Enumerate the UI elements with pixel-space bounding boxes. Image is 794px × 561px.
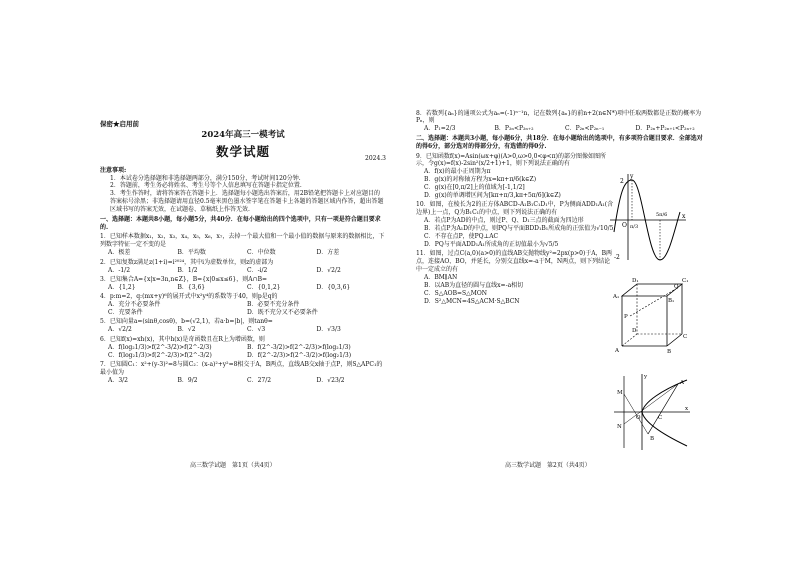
option-b: B．若点P为A₁D的中点，则PQ与平面BDD₁B₁所成角的正弦值为√10/5 xyxy=(424,225,614,233)
cube-top-face xyxy=(622,284,682,296)
option-d: D．PQ与平面ADD₁A₁所成角的正切值最小为√5/5 xyxy=(424,241,559,248)
label-c: C xyxy=(658,415,663,421)
option-a: A．充分不必要条件 xyxy=(108,301,161,309)
exam-date: 2024.3 xyxy=(365,154,386,162)
option-b: B．P₂ₙ<P₂ₙ₊₂ xyxy=(494,125,534,133)
footer-right: 高三数学试题 第2页（共4页） xyxy=(505,462,591,469)
label-vertex: C xyxy=(683,334,688,340)
question-5 xyxy=(100,318,386,334)
option-a: A．-1/2 xyxy=(108,266,131,274)
option-b: B．以AB为直径的圆与直线x=-a相切 xyxy=(424,282,524,290)
option-a: A．{1,2} xyxy=(108,283,136,291)
option-b: B．f(2^-3/2)>f(2^-2/3)>f(log₂1/3) xyxy=(247,343,351,351)
label-vertex: D₁ xyxy=(632,278,639,284)
label-b: B xyxy=(650,436,655,442)
notice-item: 3．考生作答时，请将答案答在答题卡上．选择题每小题选出答案后，用2B铅笔把答题卡上对应题目的答案标号涂黑；非选择题请用直径0.5毫米黑色墨水签字笔在答题卡上各题的答题区域内作答，超出答题区域书写的答案无效，在试题卷、草稿纸上作答无效. xyxy=(110,190,384,214)
question-stem: 3．已知集合A={x|x=3n,n∈Z}，B={x|0≤x≤6}，则A∩B= xyxy=(100,275,268,283)
option-d: D．S²△MCN=4S△ACM·S△BCN xyxy=(424,297,520,305)
label-vertex: A xyxy=(615,348,619,354)
question-8 xyxy=(416,110,706,134)
option-c: C．-i/2 xyxy=(247,266,268,274)
option-a: A．极差 xyxy=(108,249,131,257)
label-vertex: P xyxy=(624,314,628,320)
option-c: C．不存在点P，使PQ⊥AC xyxy=(424,233,499,241)
line-bn xyxy=(624,394,648,434)
option-a: A．P₁=2/3 xyxy=(424,125,456,133)
option-c: C．g(x)在[0,π/2]上的值域为[-1,1/2] xyxy=(424,184,525,192)
section-1-heading: 一、选择题：本题共8小题，每小题5分，共40分．在每小题给出的四个选项中，只有一项是符合题目要求的. xyxy=(100,216,381,231)
label-vertex: B₁ xyxy=(668,298,675,304)
question-7 xyxy=(100,361,386,385)
label-vertex: A₁ xyxy=(613,294,620,300)
label-x: x xyxy=(685,406,689,412)
question-2 xyxy=(100,259,386,275)
option-c: C．P₂ₙ<P₂ₙ₋₁ xyxy=(565,125,605,133)
figure-q11-parabola xyxy=(612,372,692,452)
option-b: B．平均数 xyxy=(177,249,206,257)
option-d: D．√23/2 xyxy=(316,376,345,384)
label-x: x xyxy=(682,213,686,220)
subject-title: 数学试题 xyxy=(215,144,270,160)
question-stem: 7．已知圆C₁：x²+(y-3)²=8与圆C₂：(x-a)²+y²=8相交于A，B两点，直线AB交x轴于点P，则S△APC₁的最小值为 xyxy=(100,360,383,376)
option-c: C．充要条件 xyxy=(108,309,143,317)
option-b: B．9/2 xyxy=(177,376,198,384)
label-y-neg: -2 xyxy=(614,254,620,261)
option-c: C．S△AOB=S△MON xyxy=(424,289,488,297)
question-stem: 5．已知向量a=(sinθ,cosθ)，b=(√2,1)，若a·b=|b|，则tanθ= xyxy=(100,318,273,326)
label-o: O xyxy=(636,415,641,421)
question-stem: 6．已知f(x)=xh(x)，其中h(x)是奇函数且在R上为增函数，则 xyxy=(100,335,265,343)
option-d: D．既不充分又不必要条件 xyxy=(247,309,318,317)
option-c: C．27/2 xyxy=(247,376,272,384)
notice-heading: 注意事项: xyxy=(100,166,127,174)
question-stem: 1．已知样本数据x₁，x₂，x₃，x₄，x₅，x₆，x₇，去掉一个最大值和一个最小值的数据与原来的数据相比，下列数字特征一定不变的是 xyxy=(100,233,385,249)
question-9 xyxy=(416,153,606,200)
left-page xyxy=(100,108,386,385)
exam-title: 2024年高三一模考试 xyxy=(201,130,285,140)
parabola-curve xyxy=(642,380,687,446)
option-a: A．f(log₂1/3)>f(2^-3/2)>f(2^-2/3) xyxy=(108,343,212,351)
option-a: A．若点P为AD的中点，则过P、Q、D₁三点的截面为四边形 xyxy=(424,217,584,225)
figure-q9-sine-graph xyxy=(608,172,688,262)
option-b: B．√2 xyxy=(177,326,196,334)
question-stem: 11．如图，过点C(a,0)(a>0)的直线AB交抛物线y²=2px(p>0)于A，B两点，连接AO、BO，并延长，分别交直线x=-a于M，N两点，则下列结论中一定成立的有 xyxy=(416,250,613,274)
option-c: C．中位数 xyxy=(247,249,276,257)
figure-q10-cube xyxy=(612,276,692,356)
label-vertex: B xyxy=(667,349,672,355)
notice-item: 1．本试卷分选择题和非选择题两部分，满分150分，考试时间120分钟. xyxy=(110,174,301,182)
option-d: D．方差 xyxy=(316,249,340,257)
question-3 xyxy=(100,276,386,292)
option-d: D．f(2^-2/3)>f(2^-3/2)>f(log₂1/3) xyxy=(247,351,352,359)
question-stem: 2．已知复数z满足z(1+i)=i²⁰²⁴，其中i为虚数单位，则z的虚部为 xyxy=(100,258,274,266)
option-b: B．1/2 xyxy=(177,266,198,274)
option-a: A．BM∥AN xyxy=(424,274,458,282)
question-11 xyxy=(416,250,616,305)
label-y: y xyxy=(630,173,634,180)
option-d: D．√2/2 xyxy=(316,266,341,274)
option-c: C．{0,1,2} xyxy=(247,283,281,291)
option-c: C．√3 xyxy=(247,326,266,334)
option-d: D．√3/3 xyxy=(316,326,341,334)
label-vertex: D xyxy=(632,328,637,334)
notice-item: 2．答题前，考生务必将姓名、考生号等个人信息填写在答题卡指定位置. xyxy=(110,182,302,190)
footer-left: 高三数学试题 第1页（共4页） xyxy=(190,462,276,469)
question-1 xyxy=(100,233,386,257)
label-x2: 5π/6 xyxy=(656,212,668,218)
cube-edge xyxy=(667,334,682,346)
option-a: A．f(x)的最小正周期为π xyxy=(424,168,491,176)
option-a: A．3/2 xyxy=(108,376,128,384)
question-stem: 9．已知函数f(x)=Asin(ωx+φ)(A>0,ω>0,0<φ<π)的部分图像如图所示，令g(x)=f(x)-2sin²(x/2+1)+1，则下列说法正确的有 xyxy=(416,152,606,168)
option-d: D．g(x)的单调增区间为[kπ+π/3,kπ+5π/6](k∈Z) xyxy=(424,192,561,200)
option-b: B．g(x)的对称轴方程为x=kπ+π/6(k∈Z) xyxy=(424,176,537,184)
option-b: B．必要不充分条件 xyxy=(247,301,300,309)
option-d: D．P₂ₙ+P₂ₙ₊₁<P₂ₙ₊₂ xyxy=(635,125,695,133)
section-2-heading: 二、选择题：本题共3小题，每小题6分，共18分．在每小题给出的选项中，有多项符合题目要求．全部选对的得6分，部分选对的得部分分，有选错的得0分. xyxy=(416,135,703,151)
line-am xyxy=(624,384,678,424)
cube-hidden-edge xyxy=(622,334,637,346)
secret-mark: 保密★启用前 xyxy=(100,120,139,128)
label-origin: O xyxy=(622,222,627,229)
question-6 xyxy=(100,336,386,360)
question-4 xyxy=(100,293,386,317)
question-10 xyxy=(416,201,616,248)
label-y: y xyxy=(644,374,648,380)
option-c: C．f(log₂1/3)>f(2^-2/3)>f(2^-3/2) xyxy=(108,351,212,359)
label-y-max: 2 xyxy=(620,178,624,185)
label-a: A xyxy=(680,380,684,386)
option-a: A．√2/2 xyxy=(108,326,132,334)
option-d: D．{0,3,6} xyxy=(316,283,351,291)
option-b: B．{3,6} xyxy=(177,283,206,291)
question-stem: 4．p:m=2，q:(mx+y)⁶的展开式中x²y⁴的系数等于40，则p是q的 xyxy=(100,293,278,301)
label-vertex: Q xyxy=(674,284,679,290)
label-x1: π/3 xyxy=(630,224,639,230)
label-n: N xyxy=(617,424,622,430)
question-stem: 10．如图，在棱长为2的正方体ABCD-A₁B₁C₁D₁中，P为侧面ADD₁A₁(含边界)上一点，Q为B₁C₁的中点，则下列说法正确的有 xyxy=(416,201,614,217)
question-stem: 8．若数列{aₙ}的通项公式为aₙ=(-1)ⁿ⁻¹n，记在数列{aₙ}的前n+2(n∈N*)项中任取两数都是正数的概率为Pₙ，则 xyxy=(416,109,702,125)
label-m: M xyxy=(617,390,623,396)
label-vertex: C₁ xyxy=(682,278,689,284)
